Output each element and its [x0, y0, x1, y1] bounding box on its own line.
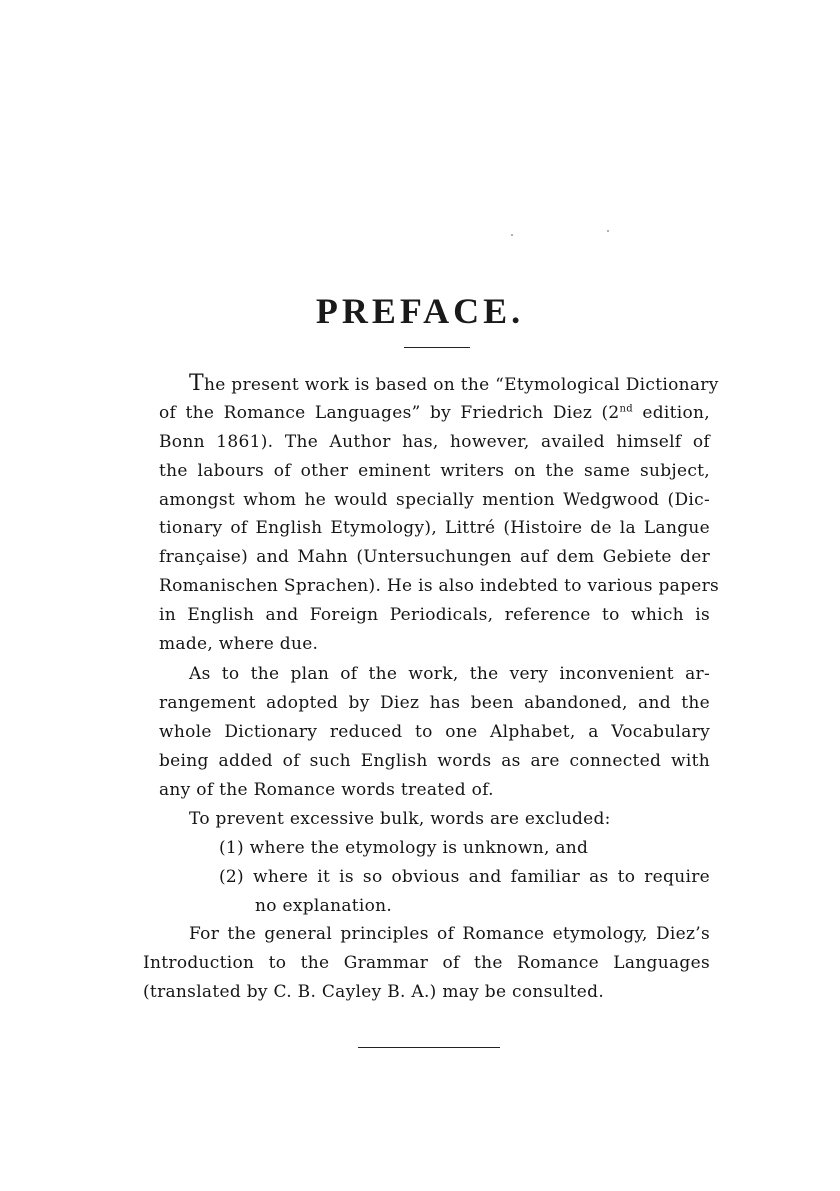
text-line: tionary of English Etymology), Littré (Histoire de la Langue	[159, 518, 710, 539]
text-line: made, where due.	[159, 634, 319, 655]
list-item: (1) where the etymology is unknown, and	[219, 837, 589, 858]
text-line: For the general principles of Romance etymology, Diez’s	[189, 924, 710, 944]
preface-paragraph-1	[159, 370, 720, 659]
page-title: PREFACE.	[315, 291, 525, 331]
text-line: being added of such English words as are connected with	[159, 750, 710, 771]
closing-rule	[358, 1047, 500, 1048]
superscript: nd	[619, 403, 633, 415]
text-line: The present work is based on the “Etymological Dictionary	[189, 371, 719, 396]
text-line: (translated by C. B. Cayley B. A.) may be consulted.	[143, 981, 605, 1002]
text-line: française) and Mahn (Untersuchungen auf dem Gebiete der	[159, 547, 710, 568]
text-line: whole Dictionary reduced to one Alphabet, a Vocabulary	[159, 721, 710, 742]
text-line: any of the Romance words treated of.	[159, 779, 494, 800]
text-line: amongst whom he would specially mention Wedgwood (Dic-	[159, 489, 710, 510]
text-line: Romanischen Sprachen). He is also indebted to various papers	[159, 576, 720, 597]
text-line: Introduction to the Grammar of the Romance Languages	[143, 952, 710, 973]
text-line: To prevent excessive bulk, words are excluded:	[189, 809, 611, 829]
paper-speck	[511, 234, 513, 236]
text-line: Bonn 1861). The Author has, however, availed himself of	[159, 431, 710, 452]
text-line: the labours of other eminent writers on the same subject,	[159, 460, 710, 481]
text-line: of the Romance Languages” by Friedrich Diez (2nd edition,	[159, 402, 710, 423]
text-line: rangement adopted by Diez has been abandoned, and the	[159, 692, 710, 713]
initial-letter: T	[189, 371, 204, 396]
text-line: in English and Foreign Periodicals, reference to which is	[159, 605, 710, 626]
text-line: As to the plan of the work, the very inconvenient ar-	[189, 664, 710, 684]
preface-paragraph-4	[143, 920, 710, 1007]
list-item: (2) where it is so obvious and familiar as to require	[219, 866, 710, 887]
list-item-continuation: no explanation.	[255, 895, 393, 916]
title-divider	[404, 347, 470, 348]
preface-paragraph-2	[159, 660, 710, 804]
preface-paragraph-3	[159, 805, 710, 921]
paper-speck	[607, 230, 609, 232]
